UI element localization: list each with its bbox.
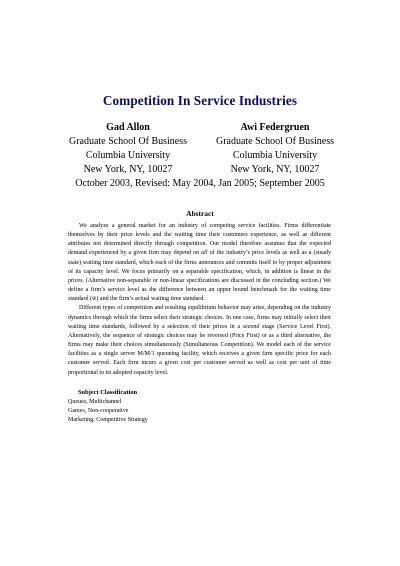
abstract-emphasis: all xyxy=(201,250,208,257)
abstract-text: stage (Service Level First). Alternatively, the sequence of strategic choices may be reversed (Price First) or as a third alternative, the firms may make their choices simultaneously (Simultaneous Competition). We model each of the service facilities as a single server M/M/1 queueing facility, which receives a given firm specific price for each customer served. Each firm incurs a given cost per customer served as well as cost per unit of time proportional to its adopted capacity level. xyxy=(68,323,331,376)
subject-item: Games, Non-cooperative xyxy=(68,408,129,415)
author-location: New York, NY, 10027 xyxy=(230,164,320,175)
author-name: Gad Allon xyxy=(106,122,150,133)
revision-dates: October 2003, Revised: May 2004, Jan 2005; September 2005 xyxy=(75,178,325,189)
abstract-text: select their waiting time standards, followed by a selection of their prices in a xyxy=(68,314,331,330)
author-1 xyxy=(58,121,198,177)
author-university: Columbia University xyxy=(85,150,171,161)
author-location: New York, NY, 10027 xyxy=(83,164,173,175)
abstract-paragraph-1 xyxy=(68,222,331,304)
subject-item: Marketing, Competitive Strategy xyxy=(68,417,148,424)
author-name: Awi Federgruen xyxy=(240,122,310,133)
abstract-paragraph-2 xyxy=(68,304,331,377)
abstract-text: of the industry’s price levels as well as a (steady state) waiting time standard, which each of the firms announces and commits itself to by proper adjustment of its capacity level. We focus primarily on a separable specification, which, in addition is linear in the prices. (Alternative non-separable or non-linear specifications are discussed in the concluding section.) We define a firm’s service level as the difference between an upper bound benchmark for the waiting time standard (w̄) and the firm’s actual waiting time standard. xyxy=(68,250,331,303)
abstract-body xyxy=(68,222,331,378)
author-university: Columbia University xyxy=(232,150,318,161)
author-affiliation: Graduate School Of Business xyxy=(215,136,335,147)
author-2 xyxy=(205,121,345,177)
author-affiliation: Graduate School Of Business xyxy=(68,136,188,147)
abstract-text: Different types of competition and resulting equilibrium behavior may arise, depending on the industry dynamics through which the firms select their strategic choices. In one case, firms may xyxy=(68,305,331,321)
abstract-heading: Abstract xyxy=(186,209,214,218)
abstract-emphasis: second xyxy=(242,323,260,330)
subject-classification-heading: Subject Classification xyxy=(78,389,138,396)
abstract-emphasis: initially xyxy=(283,314,303,321)
subject-classification-list xyxy=(68,398,148,426)
subject-item: Queues, Multichannel xyxy=(68,399,122,405)
paper-title: Competition In Service Industries xyxy=(102,93,298,108)
abstract-text: We analyze a general market for an industry of competing service facilities. Firms differentiate themselves by their price levels and the waiting time their customers experience, as well as different attributes not determined directly through competition. Our model therefore assumes that the expected demand experienced by a given firm may depend on xyxy=(68,223,331,257)
